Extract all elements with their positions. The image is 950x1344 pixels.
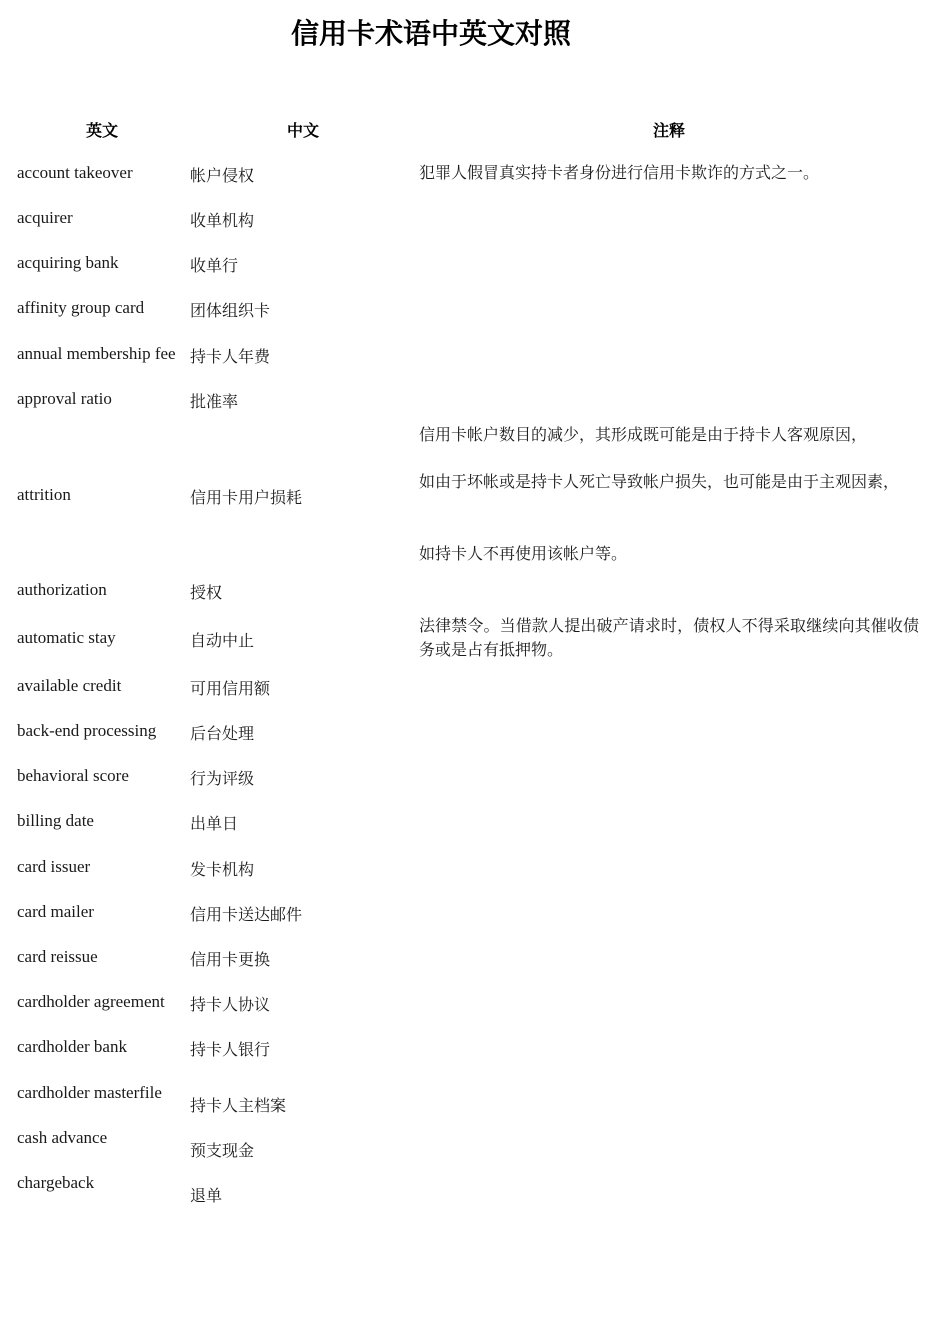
term-zh: 持卡人年费 — [190, 347, 271, 366]
term-zh: 信用卡用户损耗 — [190, 488, 303, 507]
term-zh: 授权 — [190, 583, 223, 602]
note-attrition-2: 如由于坏帐或是持卡人死亡导致帐户损失，也可能是由于主观因素， — [419, 472, 900, 491]
term-en: card reissue — [17, 947, 98, 966]
term-zh: 信用卡更换 — [190, 950, 271, 969]
term-en: cardholder bank — [17, 1037, 127, 1056]
term-en: annual membership fee — [17, 344, 176, 363]
column-header-english: 英文 — [85, 121, 118, 140]
term-en: attrition — [17, 485, 71, 504]
term-en: authorization — [17, 580, 107, 599]
term-en: card mailer — [17, 902, 94, 921]
column-header-notes: 注释 — [652, 121, 685, 140]
term-zh: 收单机构 — [190, 211, 255, 230]
term-en: cash advance — [17, 1128, 108, 1147]
term-en: cardholder masterfile — [17, 1083, 162, 1102]
term-zh: 可用信用额 — [190, 679, 271, 698]
term-zh: 持卡人银行 — [190, 1040, 271, 1059]
column-header-chinese: 中文 — [286, 121, 319, 140]
term-zh: 持卡人主档案 — [190, 1096, 287, 1115]
term-en: acquiring bank — [17, 253, 119, 272]
term-zh: 帐户侵权 — [190, 166, 255, 185]
term-zh: 批准率 — [190, 392, 239, 411]
term-zh: 收单行 — [190, 256, 239, 275]
term-en: cardholder agreement — [17, 992, 165, 1011]
term-en: account takeover — [17, 163, 133, 182]
term-zh: 预支现金 — [190, 1141, 255, 1160]
term-en: affinity group card — [17, 298, 145, 317]
term-zh: 信用卡送达邮件 — [190, 905, 303, 924]
term-en: available credit — [17, 676, 122, 695]
term-en: approval ratio — [17, 389, 112, 408]
term-en: acquirer — [17, 208, 73, 227]
term-en: automatic stay — [17, 628, 116, 647]
note-automatic-stay: 法律禁令。当借款人提出破产请求时，债权人不得采取继续向其催收债务或是占有抵押物。 — [419, 616, 919, 659]
term-zh: 行为评级 — [190, 769, 255, 788]
note-account-takeover: 犯罪人假冒真实持卡者身份进行信用卡欺诈的方式之一。 — [419, 163, 820, 182]
document-title: 信用卡术语中英文对照 — [290, 17, 571, 50]
term-en: chargeback — [17, 1173, 95, 1192]
term-en: billing date — [17, 811, 94, 830]
note-attrition-3: 如持卡人不再使用该帐户等。 — [419, 544, 628, 563]
note-attrition-1: 信用卡帐户数目的减少，其形成既可能是由于持卡人客观原因， — [419, 425, 868, 444]
term-zh: 团体组织卡 — [190, 301, 271, 320]
term-zh: 发卡机构 — [190, 860, 255, 879]
term-zh: 持卡人协议 — [190, 995, 271, 1014]
term-en: back-end processing — [17, 721, 157, 740]
term-zh: 出单日 — [190, 814, 239, 833]
term-en: card issuer — [17, 857, 91, 876]
term-zh: 自动中止 — [190, 631, 255, 650]
term-en: behavioral score — [17, 766, 129, 785]
term-zh: 后台处理 — [190, 724, 255, 743]
term-zh: 退单 — [190, 1186, 223, 1205]
